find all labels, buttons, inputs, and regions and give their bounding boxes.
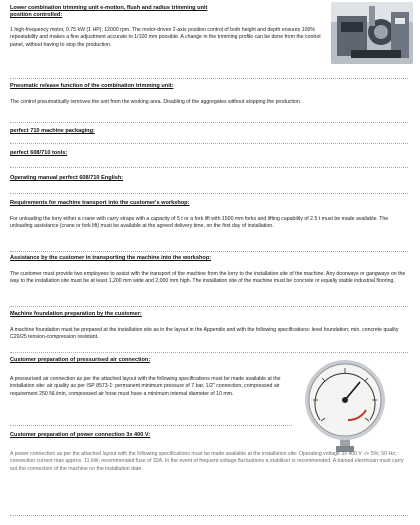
- machine-unit-photo: [331, 2, 413, 64]
- section-heading: Requirements for machine transport into the customer's workshop:: [10, 200, 190, 206]
- section-heading: Machine foundation preparation by the customer:: [10, 311, 142, 317]
- section-heading: Operating manual perfect 608/710 English:: [10, 175, 124, 181]
- divider: [10, 515, 408, 516]
- section-combination-trimming-unit: [10, 5, 322, 49]
- section-pneumatic-release: [10, 83, 408, 106]
- divider: [10, 251, 408, 252]
- section-customer-assistance: [10, 255, 408, 286]
- section-body: 1 high-frequency motor, 0.75 kW (1 HP); 12000 rpm. The motor-driven 2-axis position control of both height and depth ensures 100% repeatability and makes a fine adjustment accurate to 1/100 mm possible. A change in the trimming profile can be done from the control panel, without having to stop the production.: [10, 27, 321, 48]
- section-tools: [10, 150, 408, 157]
- section-heading: perfect 710 machine packaging:: [10, 128, 95, 134]
- section-machine-packaging: [10, 128, 408, 135]
- section-heading: Pneumatic release function of the combination trimming unit:: [10, 83, 174, 89]
- divider: [10, 78, 408, 79]
- section-power-connection: [10, 432, 408, 473]
- section-body: For unloading the lorry either a crane with carry straps with a capacity of 5 t or a fork lift with 1500 mm forks and lifting capability of 2.5 t must be made available. The unloading assistance (crane or fork lift) must be available at the agreed delivery time, on the first day of installation.: [10, 216, 389, 230]
- section-body: A pressurised air connection as per the attached layout with the following specifications must be made available at the installation site: air quality as per ISP 8573-1: permanent minimum pressure of 7 bar, 1/2" connection, compressed air requirement 250 NL/min, compressed air hose must have a minimum internal diameter of 10 mm.: [10, 376, 281, 397]
- section-body: A machine foundation must be prepared at the installation site as in the layout in the Appendix and with the following specifications: level foundation; min. concrete quality C20/25 tension-compression resistant.: [10, 327, 399, 341]
- divider: [10, 352, 408, 353]
- divider: [10, 306, 408, 307]
- section-heading-line-2: position controlled:: [10, 12, 63, 18]
- divider: [10, 167, 408, 168]
- section-heading: Customer preparation of pressurised air connection:: [10, 357, 151, 363]
- section-pressurised-air: [10, 357, 286, 398]
- divider: [10, 193, 408, 194]
- section-body: The control pneumatically removes the unit from the working area. Disabling of the aggregates without stopping the production.: [10, 99, 302, 105]
- section-body: A power connection as per the attached layout with the following specifications must be made available at the installation site: Operating voltage 3x 400 V -/+ 5%; 50 Hz; connection current max approx. 11 kW; recommended fuse of 32A. In the event of frequent voltage fluctuations a stabiliser is recommended. A trained electrician must carry out the connection of the machine on the installation date.: [10, 451, 404, 472]
- section-heading: perfect 608/710 tools:: [10, 150, 68, 156]
- divider: [10, 122, 408, 123]
- divider: [10, 425, 292, 426]
- section-body: The customer must provide two employees to assist with the transport of the machine from the lorry to the installation site of the machine. Any doorways or gangways on the way to the installation site must be at least 1,200 mm wide and 2,000 mm high. The installation site of the machine must be concrete or equally stable industrial flooring.: [10, 271, 406, 285]
- section-heading: Customer preparation of power connection 3x 400 V:: [10, 432, 151, 438]
- divider: [10, 143, 408, 144]
- section-heading: Lower combination trimming unit e-motion, flush and radius trimming unit: [10, 5, 208, 11]
- section-transport-requirements: [10, 200, 408, 231]
- section-heading: Assistance by the customer in transporting the machine into the workshop:: [10, 255, 212, 261]
- section-machine-foundation: [10, 311, 408, 342]
- section-operating-manual: [10, 175, 408, 182]
